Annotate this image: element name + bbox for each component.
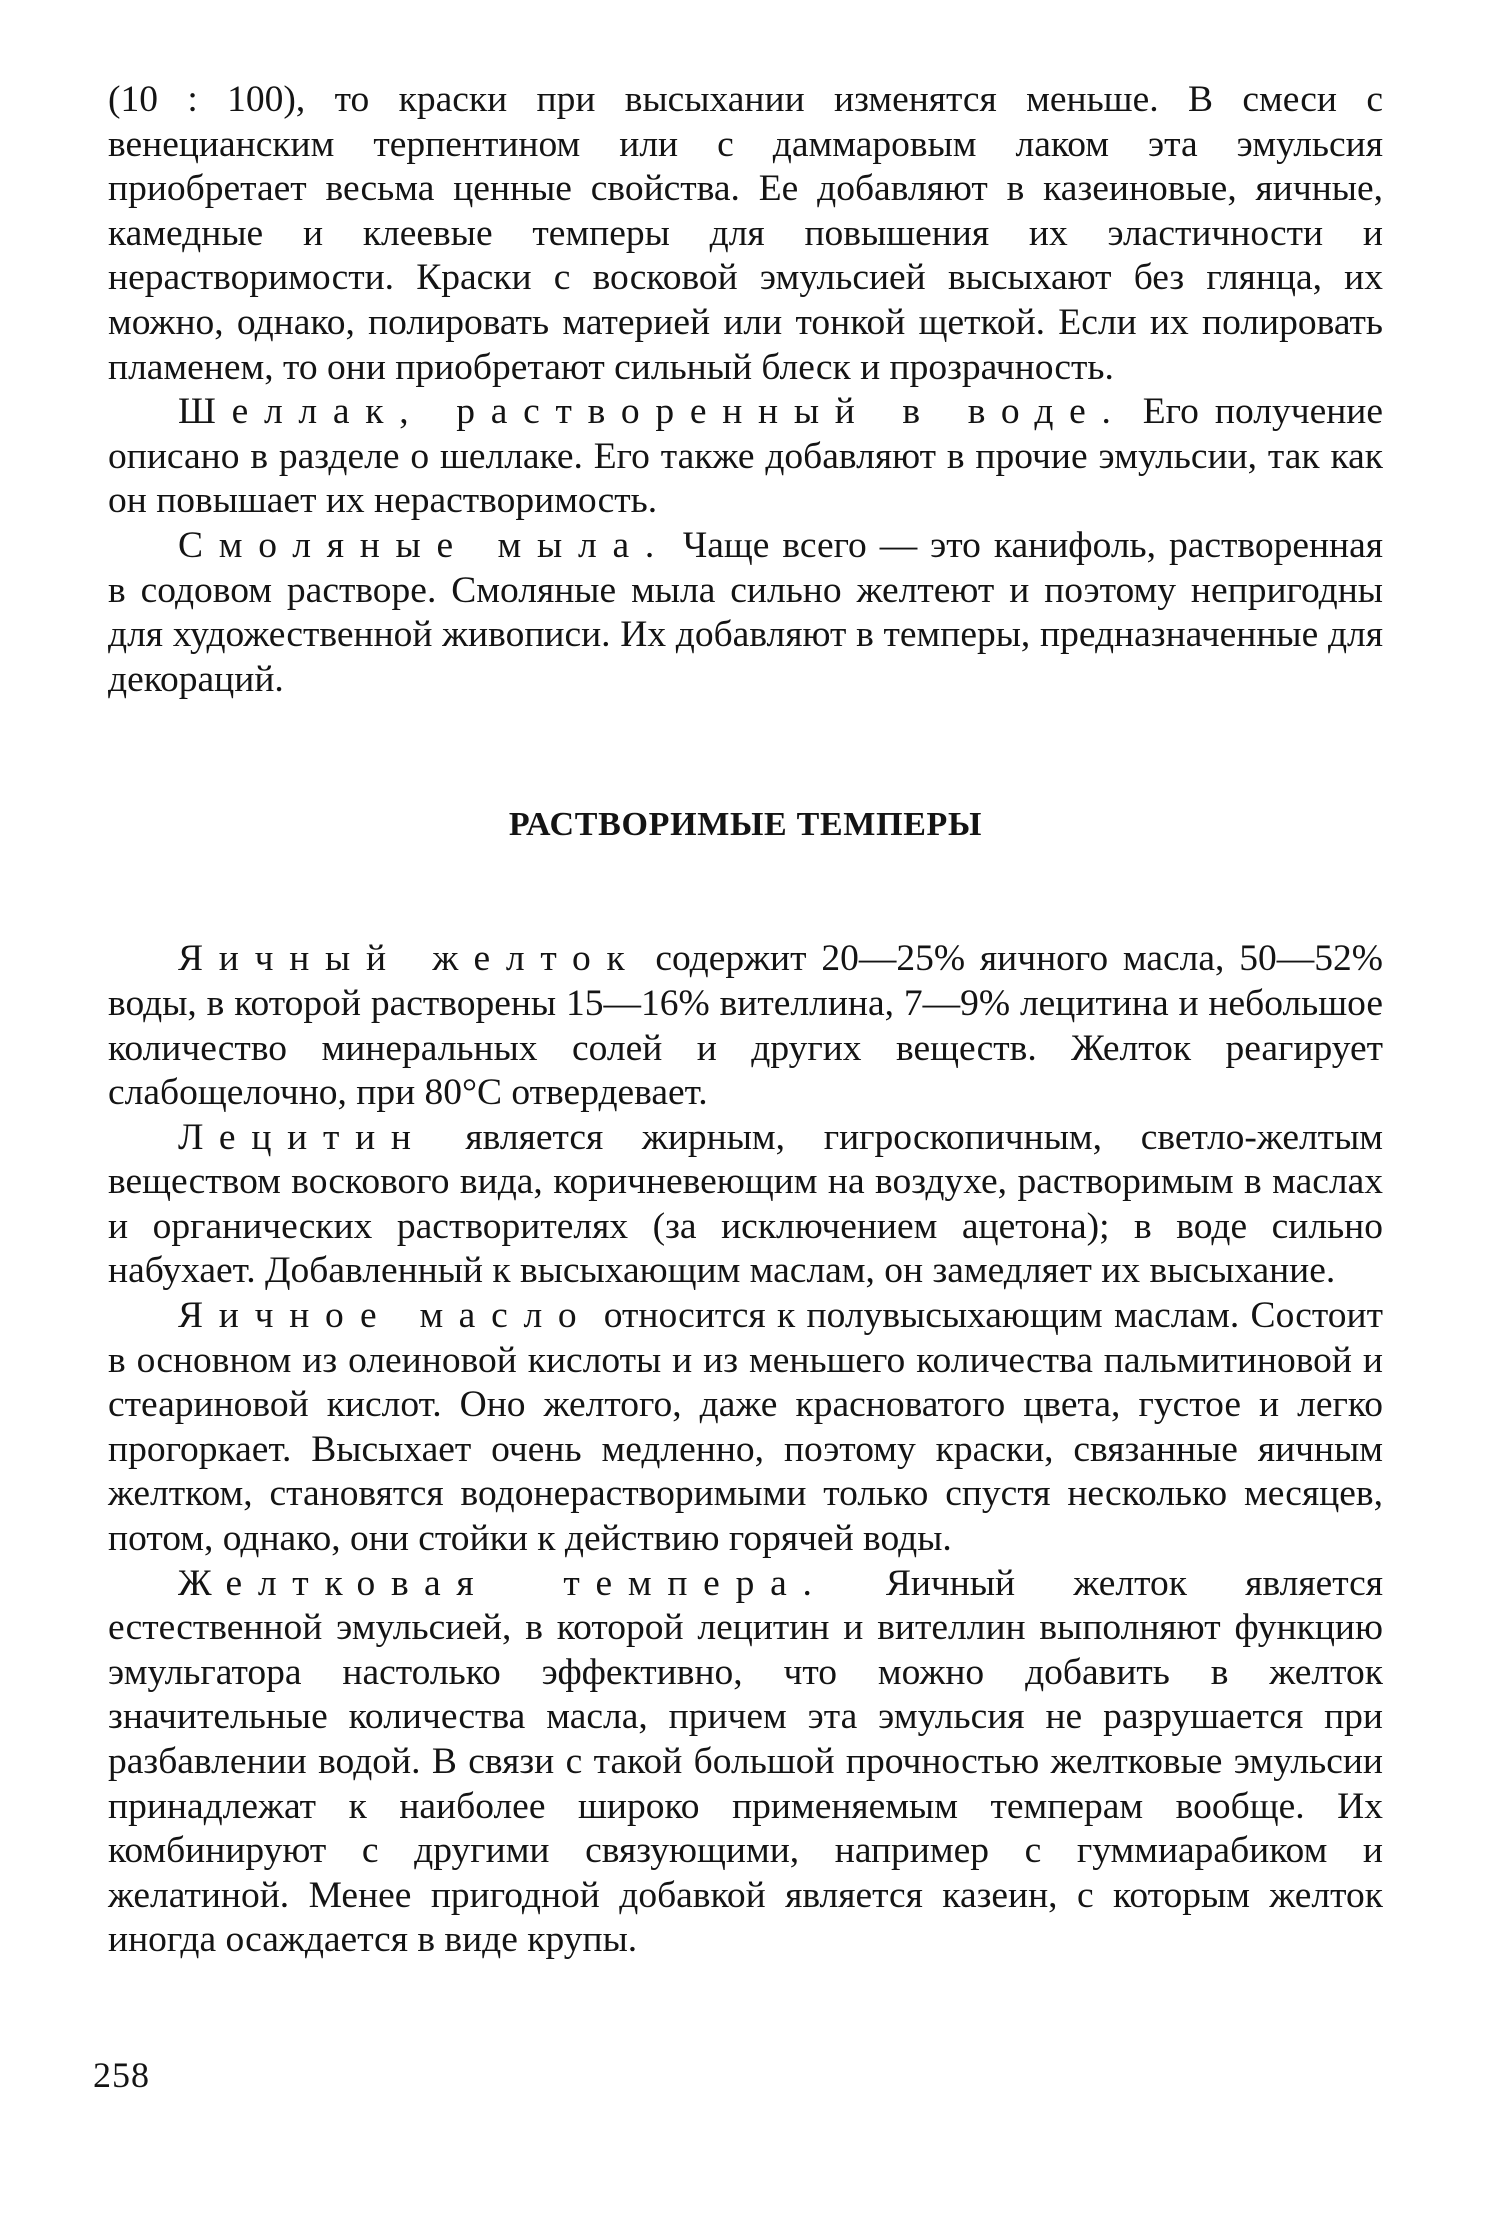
paragraph-text: относится к полувысыхающим маслам. Состоит в основном из олеиновой кислоты и из меньшего количества пальмитиновой и стеариновой кислот. Оно желтого, даже красноватого цвета, густое и легко прогоркает. Высыхает очень медленно, поэтому краски, связанные яичным желтком, становятся водонерастворимыми только спустя несколько месяцев, потом, однако, они стойки к действию горячей воды. (108, 1295, 1383, 1560)
paragraph-resin-soaps (108, 524, 1383, 702)
paragraph-lecithin (108, 1116, 1383, 1294)
paragraph-text: содержит 20—25% яичного масла, 50—52% воды, в которой растворены 15—16% вителлина, 7—9% лецитина и небольшое количество минеральных солей и других веществ. Желток реагирует слабощелочно, при 80°С отвердевает. (108, 938, 1383, 1114)
heading-spacer (108, 845, 1383, 937)
page-number: 258 (93, 2055, 150, 2095)
paragraph-lead-term: Желтковая темпера. (178, 1562, 828, 1604)
paragraph-text: Яичный желток является естественной эмульсией, в которой лецитин и вителлин выполняют функцию эмульгатора настолько эффективно, что можно добавить в желток значительные количества масла, причем эта эмульсия не разрушается при разбавлении водой. В связи с такой большой прочностью желтковые эмульсии принадлежат к наиболее широко применяемым темперам вообще. Их комбинируют с другими связующими, например с гуммиарабиком и желатиной. Менее пригодной добавкой является казеин, с которым желток иногда осаждается в виде крупы. (108, 1562, 1383, 1961)
paragraph-text: Его получение описано в разделе о шеллаке. Его также добавляют в прочие эмульсии, так как он повышает их нерастворимость. (108, 391, 1383, 522)
paragraph-text: является жирным, гигроскопичным, светло-желтым веществом воскового вида, коричневеющим на воздухе, растворимым в маслах и органических растворителях (за исключением ацетона); в воде сильно набухает. Добавленный к высыхающим маслам, он замедляет их высыхание. (108, 1116, 1383, 1292)
paragraph-lead-term: Яичный желток (178, 938, 641, 980)
section-heading: РАСТВОРИМЫЕ ТЕМПЕРЫ (508, 806, 983, 844)
paragraph-text: (10 : 100), то краски при высыхании изменятся меньше. В смеси с венецианским терпентином или с даммаровым лаком эта эмульсия приобретает весьма ценные свойства. Ее добавляют в казеиновые, яичные, камедные и клеевые темперы для повышения их эластичности и нерастворимости. Краски с восковой эмульсией высыхают без глянца, их можно, однако, полировать материей или тонкой щеткой. Если их полировать пламенем, то они приобретают сильный блеск и прозрачность. (108, 79, 1383, 388)
paragraph-lead-term: Шеллак, растворенный в воде. (178, 391, 1127, 433)
paragraph-text: Чаще всего — это канифоль, растворенная в содовом растворе. Смоляные мыла сильно желтеют и поэтому непригодны для художественной живописи. Их добавляют в темперы, предназначенные для декораций. (108, 524, 1383, 700)
paragraph-yolk-tempera (108, 1562, 1383, 1963)
paragraph-wax-emulsion (108, 78, 1383, 390)
page-body (108, 78, 1383, 1963)
paragraph-shellac (108, 390, 1383, 524)
paragraph-lead-term: Яичное масло (178, 1295, 593, 1337)
paragraph-egg-oil (108, 1294, 1383, 1562)
paragraph-lead-term: Лецитин (178, 1116, 427, 1158)
paragraph-egg-yolk (108, 937, 1383, 1115)
paragraph-lead-term: Смоляные мыла. (178, 524, 670, 566)
